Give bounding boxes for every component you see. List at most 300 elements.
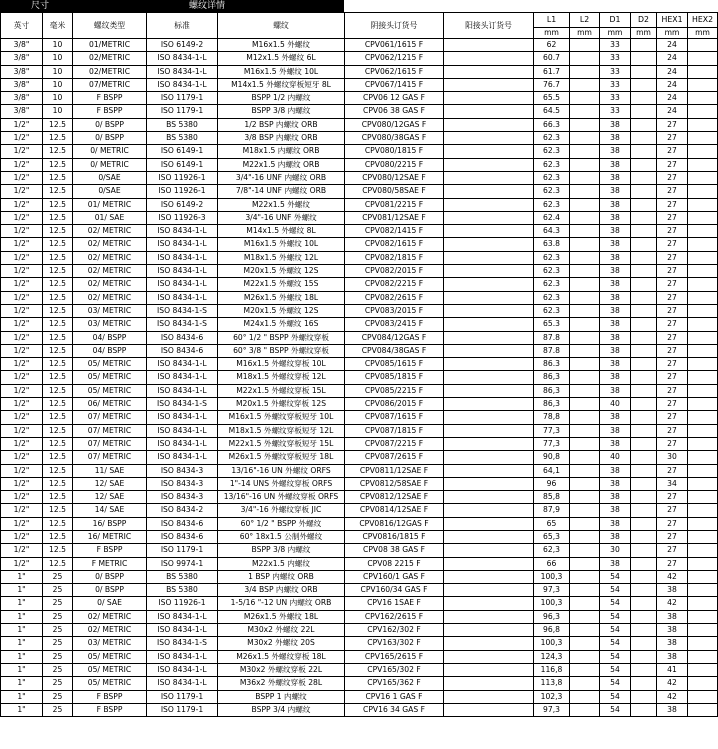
column-header: 标准 [147,13,218,39]
table-cell: 10 [43,92,73,105]
table-cell: CPV082/2615 F [345,291,444,304]
table-cell: CPV083/2015 F [345,304,444,317]
table-cell: 07/ METRIC [73,437,147,450]
table-row [1,491,718,504]
table-cell: 77,3 [534,424,570,437]
table-row [1,105,718,118]
table-cell [688,703,718,716]
table-cell: ISO 8434-1-L [147,451,218,464]
table-cell [444,265,534,278]
table-cell [570,690,600,703]
table-cell [444,663,534,676]
table-cell [688,225,718,238]
table-cell: 38 [600,464,631,477]
table-cell [444,198,534,211]
table-cell [688,544,718,557]
table-cell: 38 [600,185,631,198]
table-cell [444,304,534,317]
table-cell: 38 [600,384,631,397]
table-cell [688,238,718,251]
table-cell [570,198,600,211]
table-cell [631,464,657,477]
table-cell: 100,3 [534,570,570,583]
table-cell: 86,3 [534,371,570,384]
table-cell: 12.5 [43,544,73,557]
table-cell: CPV082/1415 F [345,225,444,238]
table-row [1,211,718,224]
table-cell [444,331,534,344]
table-cell: 25 [43,570,73,583]
table-cell [570,265,600,278]
table-cell: 12.5 [43,185,73,198]
table-cell [688,105,718,118]
table-cell: 38 [600,278,631,291]
table-cell [688,118,718,131]
table-cell [570,39,600,52]
table-cell: 12.5 [43,517,73,530]
table-cell: M30x2 外螺纹穿板 22L [218,663,345,676]
table-cell: 27 [657,557,688,570]
table-cell [570,331,600,344]
table-cell [570,597,600,610]
table-cell [570,291,600,304]
table-cell: 02/ METRIC [73,225,147,238]
table-cell: 12/ SAE [73,491,147,504]
table-cell: 64.3 [534,225,570,238]
table-cell [570,464,600,477]
table-cell: 27 [657,384,688,397]
table-cell: 33 [600,65,631,78]
table-cell: 38 [600,530,631,543]
table-cell: CPV082/2015 F [345,265,444,278]
table-cell: 12.5 [43,265,73,278]
table-cell [631,132,657,145]
column-header: HEX2 [688,13,718,28]
table-cell [570,78,600,91]
table-cell [570,584,600,597]
table-cell [570,677,600,690]
table-cell [570,557,600,570]
table-cell: 30 [600,544,631,557]
table-cell: 27 [657,411,688,424]
table-cell [570,570,600,583]
table-cell: 87.8 [534,344,570,357]
table-cell: 62.3 [534,198,570,211]
table-row [1,92,718,105]
table-row [1,331,718,344]
table-cell [570,384,600,397]
table-cell: 38 [657,610,688,623]
table-cell: CPV080/12GAS F [345,118,444,131]
table-cell: CPV085/1615 F [345,358,444,371]
table-cell: BSPP 1/2 内螺纹 [218,92,345,105]
table-cell: 1/2" [1,411,43,424]
table-cell [444,597,534,610]
table-cell: 38 [600,358,631,371]
table-cell: 38 [600,424,631,437]
table-cell: 1/2" [1,291,43,304]
table-cell: CPV061/1615 F [345,39,444,52]
table-cell: 1/2" [1,344,43,357]
table-cell: M26x1.5 外螺纹 18L [218,291,345,304]
table-cell: 1/2" [1,171,43,184]
table-cell [688,291,718,304]
table-cell: 24 [657,105,688,118]
table-cell: CPV165/362 F [345,677,444,690]
table-row [1,477,718,490]
table-row [1,304,718,317]
table-cell: ISO 8434-1-L [147,624,218,637]
table-row [1,624,718,637]
table-cell [444,384,534,397]
table-cell: 38 [600,557,631,570]
table-cell: 12.5 [43,411,73,424]
table-cell: 3/8" [1,39,43,52]
table-cell: 07/METRIC [73,78,147,91]
table-cell: 02/ METRIC [73,291,147,304]
table-cell: 62.4 [534,211,570,224]
table-cell: 38 [600,211,631,224]
table-cell [444,677,534,690]
table-cell: 62.3 [534,171,570,184]
table-cell: M16x1.5 外螺纹 10L [218,238,345,251]
table-cell [570,105,600,118]
table-cell: 1/2" [1,530,43,543]
table-cell: 0/ BSPP [73,570,147,583]
table-row [1,464,718,477]
table-cell: ISO 11926-1 [147,171,218,184]
table-cell: M30x2 外螺纹 22L [218,624,345,637]
table-cell: CPV163/302 F [345,637,444,650]
table-cell: 65.3 [534,318,570,331]
table-cell: BSPP 3/8 内螺纹 [218,105,345,118]
table-cell: 02/METRIC [73,52,147,65]
table-cell: 16/ METRIC [73,530,147,543]
table-cell: 1/2" [1,398,43,411]
table-cell [688,411,718,424]
table-cell [631,238,657,251]
table-cell: BS 5380 [147,570,218,583]
table-row [1,557,718,570]
table-row [1,384,718,397]
table-cell [570,344,600,357]
table-cell: 27 [657,132,688,145]
table-cell: 97,3 [534,703,570,716]
table-cell: 12.5 [43,437,73,450]
table-cell: 12.5 [43,331,73,344]
table-cell: ISO 8434-3 [147,491,218,504]
table-cell: M20x1.5 外螺纹 12S [218,304,345,317]
table-cell [631,610,657,623]
table-cell [631,597,657,610]
table-cell [688,384,718,397]
table-cell: 54 [600,610,631,623]
table-cell: 25 [43,610,73,623]
table-cell: 27 [657,424,688,437]
table-cell [631,211,657,224]
table-cell: 1/2" [1,185,43,198]
table-cell [570,145,600,158]
table-cell: 86,3 [534,398,570,411]
table-cell: 05/ METRIC [73,358,147,371]
table-cell: 64.5 [534,105,570,118]
thread-details-label: 螺纹详情 [189,1,226,11]
table-cell [631,158,657,171]
table-cell: 12.5 [43,464,73,477]
table-cell: 12.5 [43,158,73,171]
table-cell: 27 [657,530,688,543]
table-cell: 62.3 [534,185,570,198]
table-cell: 16/ BSPP [73,517,147,530]
table-cell [444,703,534,716]
table-cell: ISO 1179-1 [147,544,218,557]
table-cell: 60° 18x1.5 公制外螺纹 [218,530,345,543]
table-cell: CPV087/2215 F [345,437,444,450]
table-cell [631,690,657,703]
table-cell: 54 [600,624,631,637]
table-cell: CPV087/1615 F [345,411,444,424]
table-cell: 27 [657,145,688,158]
table-cell: 86,3 [534,384,570,397]
table-cell: 27 [657,544,688,557]
table-row [1,398,718,411]
table-cell: 1/2 BSP 内螺纹 ORB [218,118,345,131]
table-cell: 42 [657,677,688,690]
table-cell [688,304,718,317]
table-cell [688,132,718,145]
table-cell: 54 [600,663,631,676]
table-cell: ISO 8434-6 [147,331,218,344]
table-cell: 27 [657,158,688,171]
table-cell [570,118,600,131]
table-cell [570,544,600,557]
table-cell [570,398,600,411]
table-cell: 61.7 [534,65,570,78]
table-cell [444,105,534,118]
table-cell: ISO 6149-1 [147,158,218,171]
table-row [1,278,718,291]
table-cell [631,517,657,530]
table-cell: ISO 9974-1 [147,557,218,570]
table-row [1,291,718,304]
table-cell: F BSPP [73,105,147,118]
table-cell: ISO 8434-6 [147,517,218,530]
table-cell: 62.3 [534,251,570,264]
table-cell [688,92,718,105]
table-cell [688,318,718,331]
table-cell [688,65,718,78]
table-cell: ISO 8434-1-L [147,52,218,65]
table-row [1,650,718,663]
table-cell: CPV16 34 GAS F [345,703,444,716]
table-cell [631,663,657,676]
table-cell [570,132,600,145]
table-cell: 0/SAE [73,185,147,198]
table-cell [688,198,718,211]
table-cell: 12/ SAE [73,477,147,490]
table-cell: ISO 1179-1 [147,105,218,118]
table-cell: 1/2" [1,225,43,238]
table-cell [570,225,600,238]
thread-spec-table [0,12,718,717]
table-cell: 10 [43,52,73,65]
table-cell [444,371,534,384]
table-cell: 1/2" [1,477,43,490]
table-cell: 65 [534,517,570,530]
table-cell: 10 [43,39,73,52]
table-cell [570,451,600,464]
table-cell: 04/ BSPP [73,344,147,357]
table-cell [688,677,718,690]
table-cell: 38 [600,145,631,158]
table-cell: 25 [43,703,73,716]
table-cell [688,145,718,158]
table-cell: 05/ METRIC [73,371,147,384]
table-cell: 25 [43,650,73,663]
table-cell: 33 [600,78,631,91]
table-cell [688,624,718,637]
table-cell [444,238,534,251]
table-cell: M16x1.5 外螺纹 10L [218,65,345,78]
table-cell [570,304,600,317]
table-cell: 38 [600,118,631,131]
table-cell: 38 [600,344,631,357]
table-cell: 1/2" [1,278,43,291]
table-cell: M22x1.5 外螺纹 [218,198,345,211]
table-cell [444,544,534,557]
table-cell: CPV06 38 GAS F [345,105,444,118]
table-cell [570,211,600,224]
table-cell: CPV080/58SAE F [345,185,444,198]
table-cell [570,491,600,504]
table-cell [631,118,657,131]
table-cell: ISO 8434-1-L [147,78,218,91]
table-cell: ISO 6149-2 [147,198,218,211]
table-cell [688,185,718,198]
table-cell: 41 [657,663,688,676]
table-cell: ISO 8434-1-L [147,65,218,78]
table-cell: 3/4 BSP 内螺纹 ORB [218,584,345,597]
table-cell: 0/ BSPP [73,584,147,597]
table-cell: 27 [657,225,688,238]
table-cell: ISO 6149-1 [147,145,218,158]
table-cell: CPV16 1 GAS F [345,690,444,703]
table-cell: 102,3 [534,690,570,703]
table-cell: 38 [600,225,631,238]
table-cell: 85,8 [534,491,570,504]
table-cell: 62.3 [534,265,570,278]
column-header: 螺纹类型 [73,13,147,39]
table-cell: 42 [657,690,688,703]
table-cell: 65.5 [534,92,570,105]
table-cell [570,65,600,78]
table-cell [631,371,657,384]
table-cell: 38 [657,624,688,637]
table-cell: M22x1.5 外螺纹穿板 15L [218,384,345,397]
table-cell: 124,3 [534,650,570,663]
table-cell: CPV06 12 GAS F [345,92,444,105]
table-cell: 1/2" [1,158,43,171]
table-cell: CPV160/34 GAS F [345,584,444,597]
table-cell: 25 [43,690,73,703]
table-cell: 12.5 [43,251,73,264]
table-cell: 1/2" [1,238,43,251]
table-cell [688,278,718,291]
table-cell: 76.7 [534,78,570,91]
table-cell [570,663,600,676]
table-cell: 33 [600,39,631,52]
table-cell [570,318,600,331]
table-cell: 34 [657,477,688,490]
table-cell: 12.5 [43,211,73,224]
table-row [1,584,718,597]
table-cell [631,570,657,583]
table-cell [444,251,534,264]
table-cell: M16x1.5 外螺纹穿板短牙 10L [218,411,345,424]
table-cell: 66 [534,557,570,570]
table-row [1,703,718,716]
table-cell [444,570,534,583]
table-cell [688,464,718,477]
table-cell: 77,3 [534,437,570,450]
table-cell: 62 [534,39,570,52]
table-cell: ISO 11926-3 [147,211,218,224]
table-row [1,517,718,530]
table-cell [631,703,657,716]
table-row [1,265,718,278]
table-cell [570,358,600,371]
table-cell: 38 [600,171,631,184]
table-cell [631,39,657,52]
table-cell: CPV08 38 GAS F [345,544,444,557]
table-cell: 10 [43,78,73,91]
table-cell: CPV0816/12GAS F [345,517,444,530]
table-cell [631,677,657,690]
table-row [1,318,718,331]
table-cell: 96,8 [534,624,570,637]
table-cell [444,624,534,637]
table-cell [631,331,657,344]
table-cell: 1" [1,570,43,583]
table-cell [444,132,534,145]
table-cell [444,158,534,171]
table-cell [631,291,657,304]
table-cell: 12.5 [43,398,73,411]
table-cell [688,530,718,543]
table-cell: 02/ METRIC [73,624,147,637]
table-cell: 38 [600,411,631,424]
table-cell: BS 5380 [147,584,218,597]
table-cell [688,504,718,517]
column-header: 阴接头订货号 [345,13,444,39]
table-row [1,411,718,424]
table-cell [570,703,600,716]
table-cell: 01/METRIC [73,39,147,52]
table-cell [631,304,657,317]
table-cell: 25 [43,677,73,690]
table-cell: 1" [1,637,43,650]
table-cell: 06/ METRIC [73,398,147,411]
column-header: D2 [631,13,657,28]
table-cell: 1/2" [1,331,43,344]
table-cell: 1/2" [1,145,43,158]
table-cell [570,371,600,384]
table-cell [444,690,534,703]
table-cell: 38 [600,251,631,264]
table-cell: 27 [657,185,688,198]
table-cell [444,464,534,477]
table-cell [631,318,657,331]
